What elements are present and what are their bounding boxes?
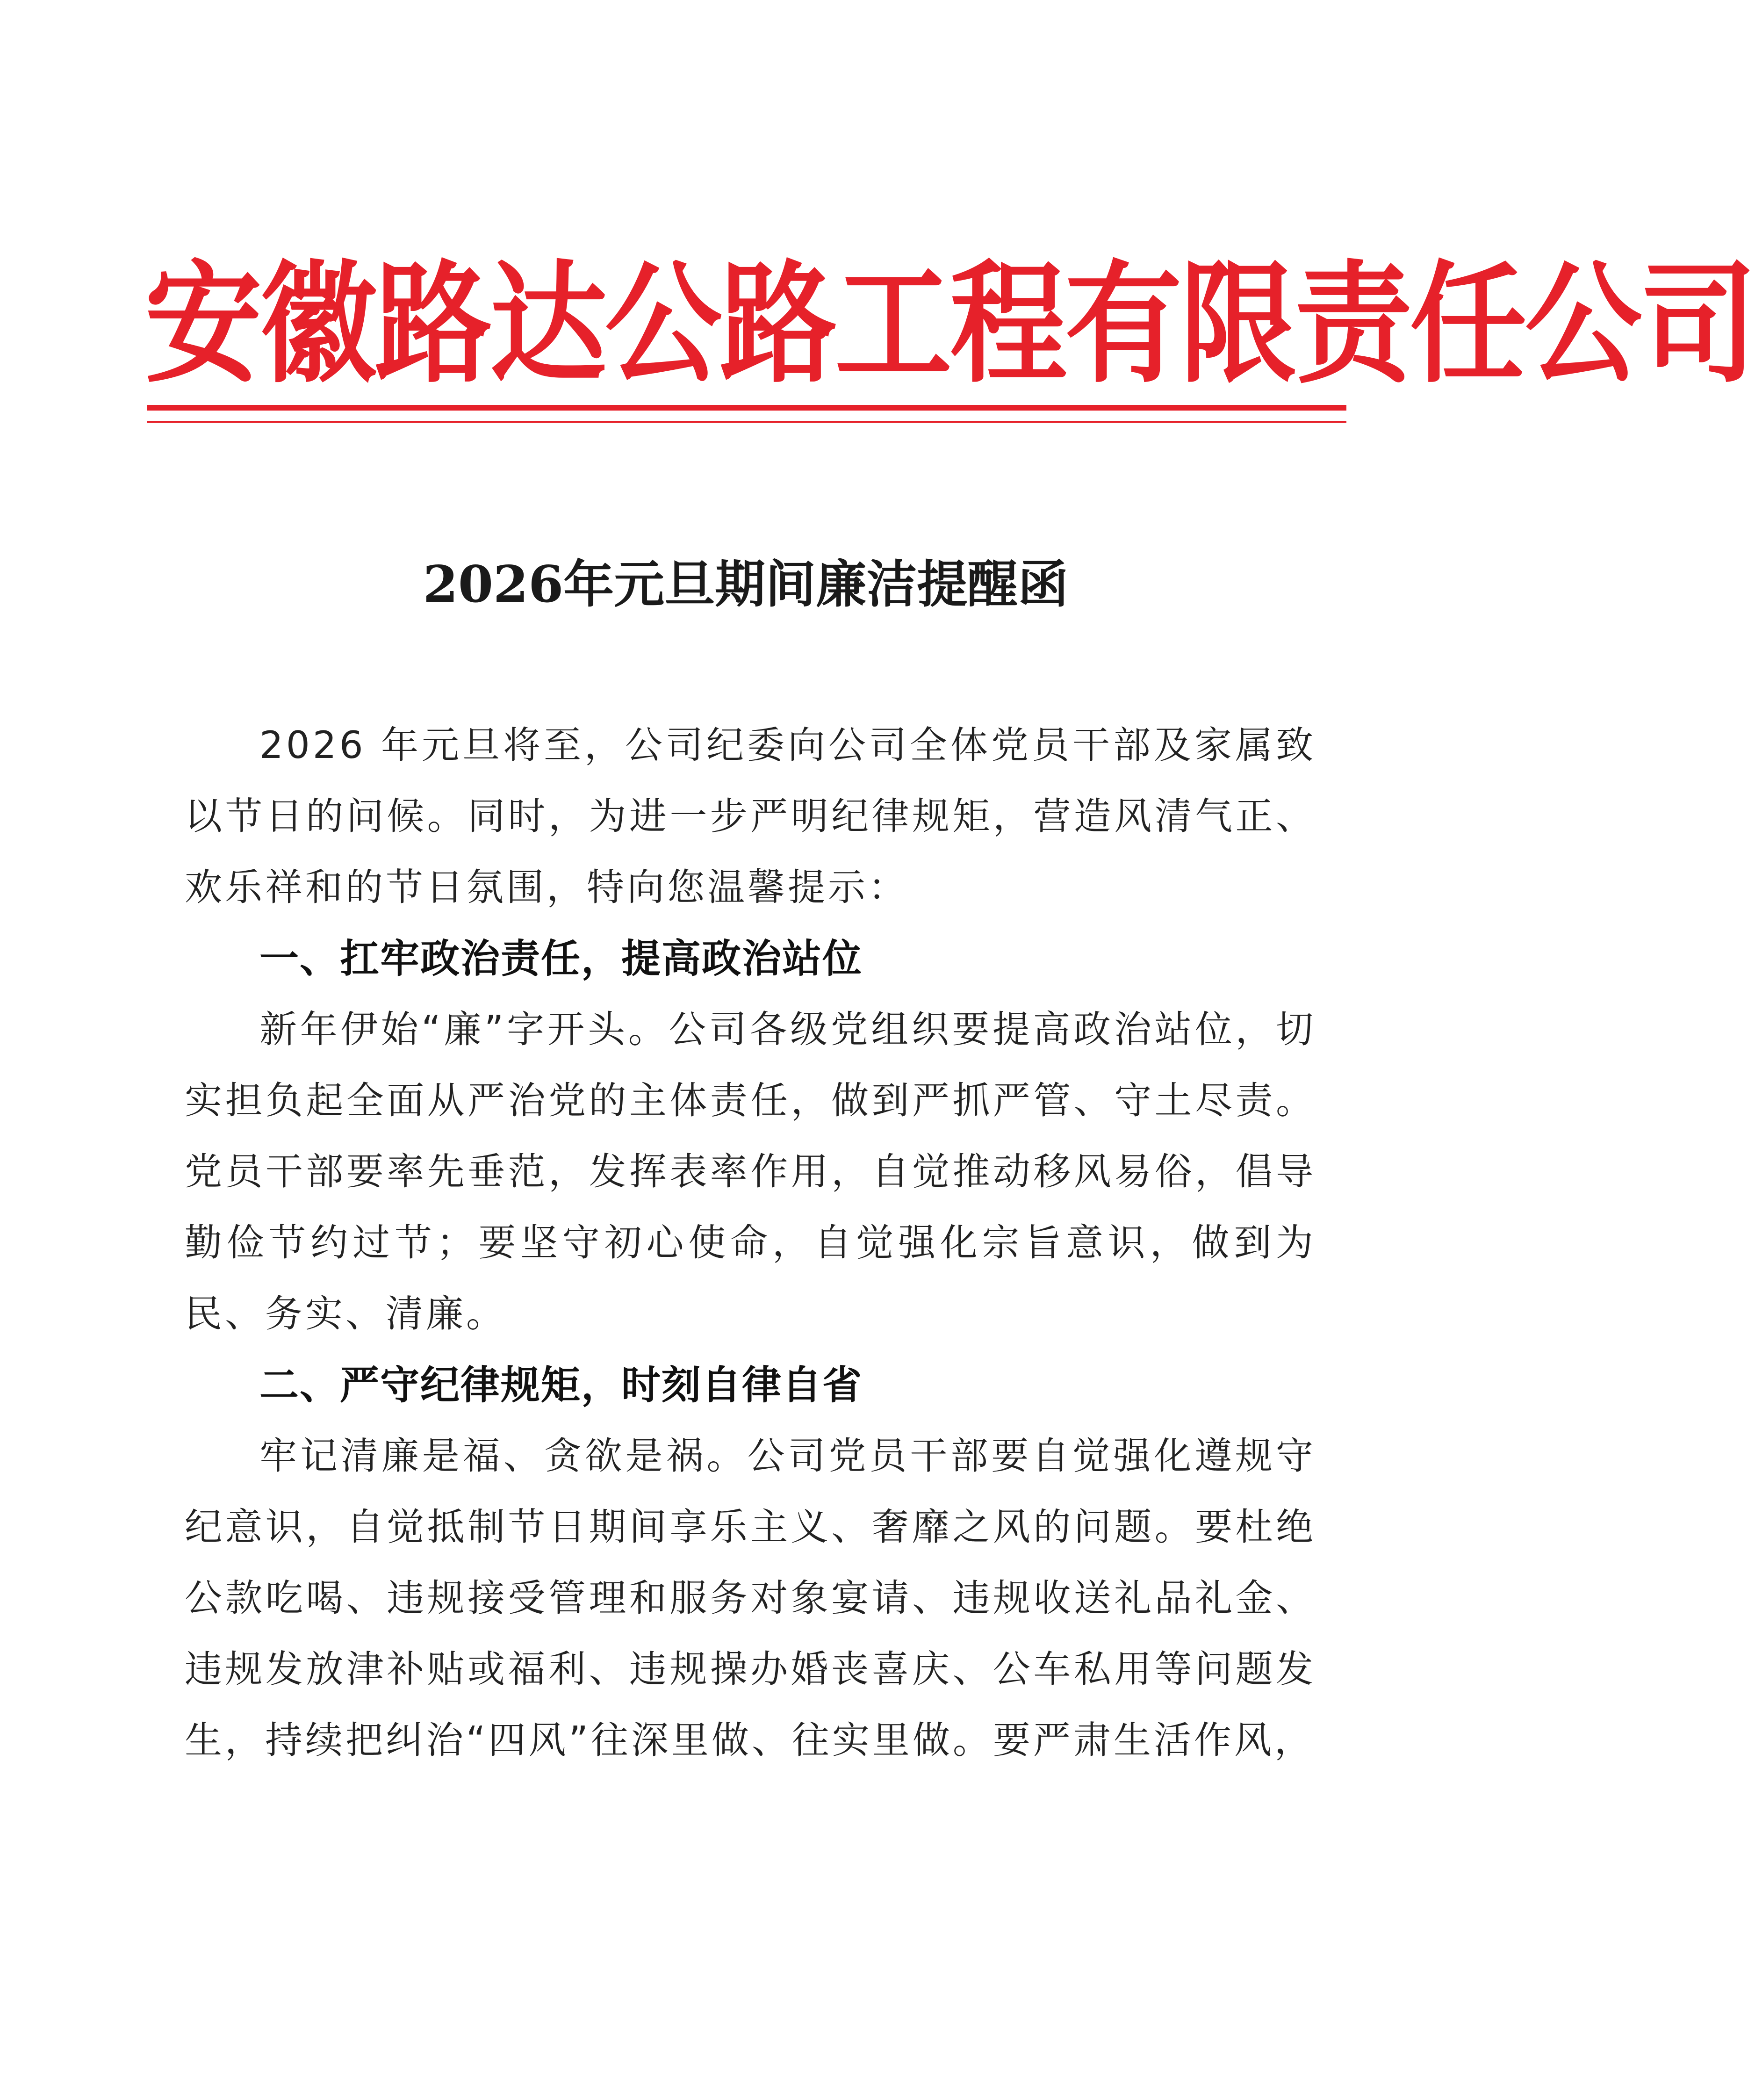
intro-paragraph: 2026 年元旦将至，公司纪委向公司全体党员干部及家属致以节日的问候。同时，为进一步严明纪律规矩，营造风清气正、欢乐祥和的节日氛围，特向您温馨提示：	[185, 723, 1316, 909]
letterhead-org-name: 安徽路达公路工程有限责任公司	[145, 246, 1755, 401]
section-heading-2: 二、严守纪律规矩，时刻自律自省	[259, 1362, 863, 1408]
document-body	[185, 710, 1316, 1776]
letterhead-thin-rule	[147, 421, 1346, 423]
document-title: 2026年元旦期间廉洁提醒函	[423, 555, 1069, 614]
letterhead-thick-rule	[147, 405, 1346, 411]
section-paragraph-1: 新年伊始“廉”字开头。公司各级党组织要提高政治站位，切实担负起全面从严治党的主体责任，做到严抓严管、守土尽责。党员干部要率先垂范，发挥表率作用，自觉推动移风易俗，倡导勤俭节约过节；要坚守初心使命，自觉强化宗旨意识，做到为民、务实、清廉。	[185, 1008, 1316, 1335]
section-paragraph-2: 牢记清廉是福、贪欲是祸。公司党员干部要自觉强化遵规守纪意识，自觉抵制节日期间享乐主义、奢靡之风的问题。要杜绝公款吃喝、违规接受管理和服务对象宴请、违规收送礼品礼金、违规发放津补贴或福利、违规操办婚丧喜庆、公车私用等问题发生，持续把纠治“四风”往深里做、往实里做。要严肃生活作风，	[185, 1434, 1316, 1762]
section-heading-1: 一、扛牢政治责任，提高政治站位	[259, 935, 863, 981]
